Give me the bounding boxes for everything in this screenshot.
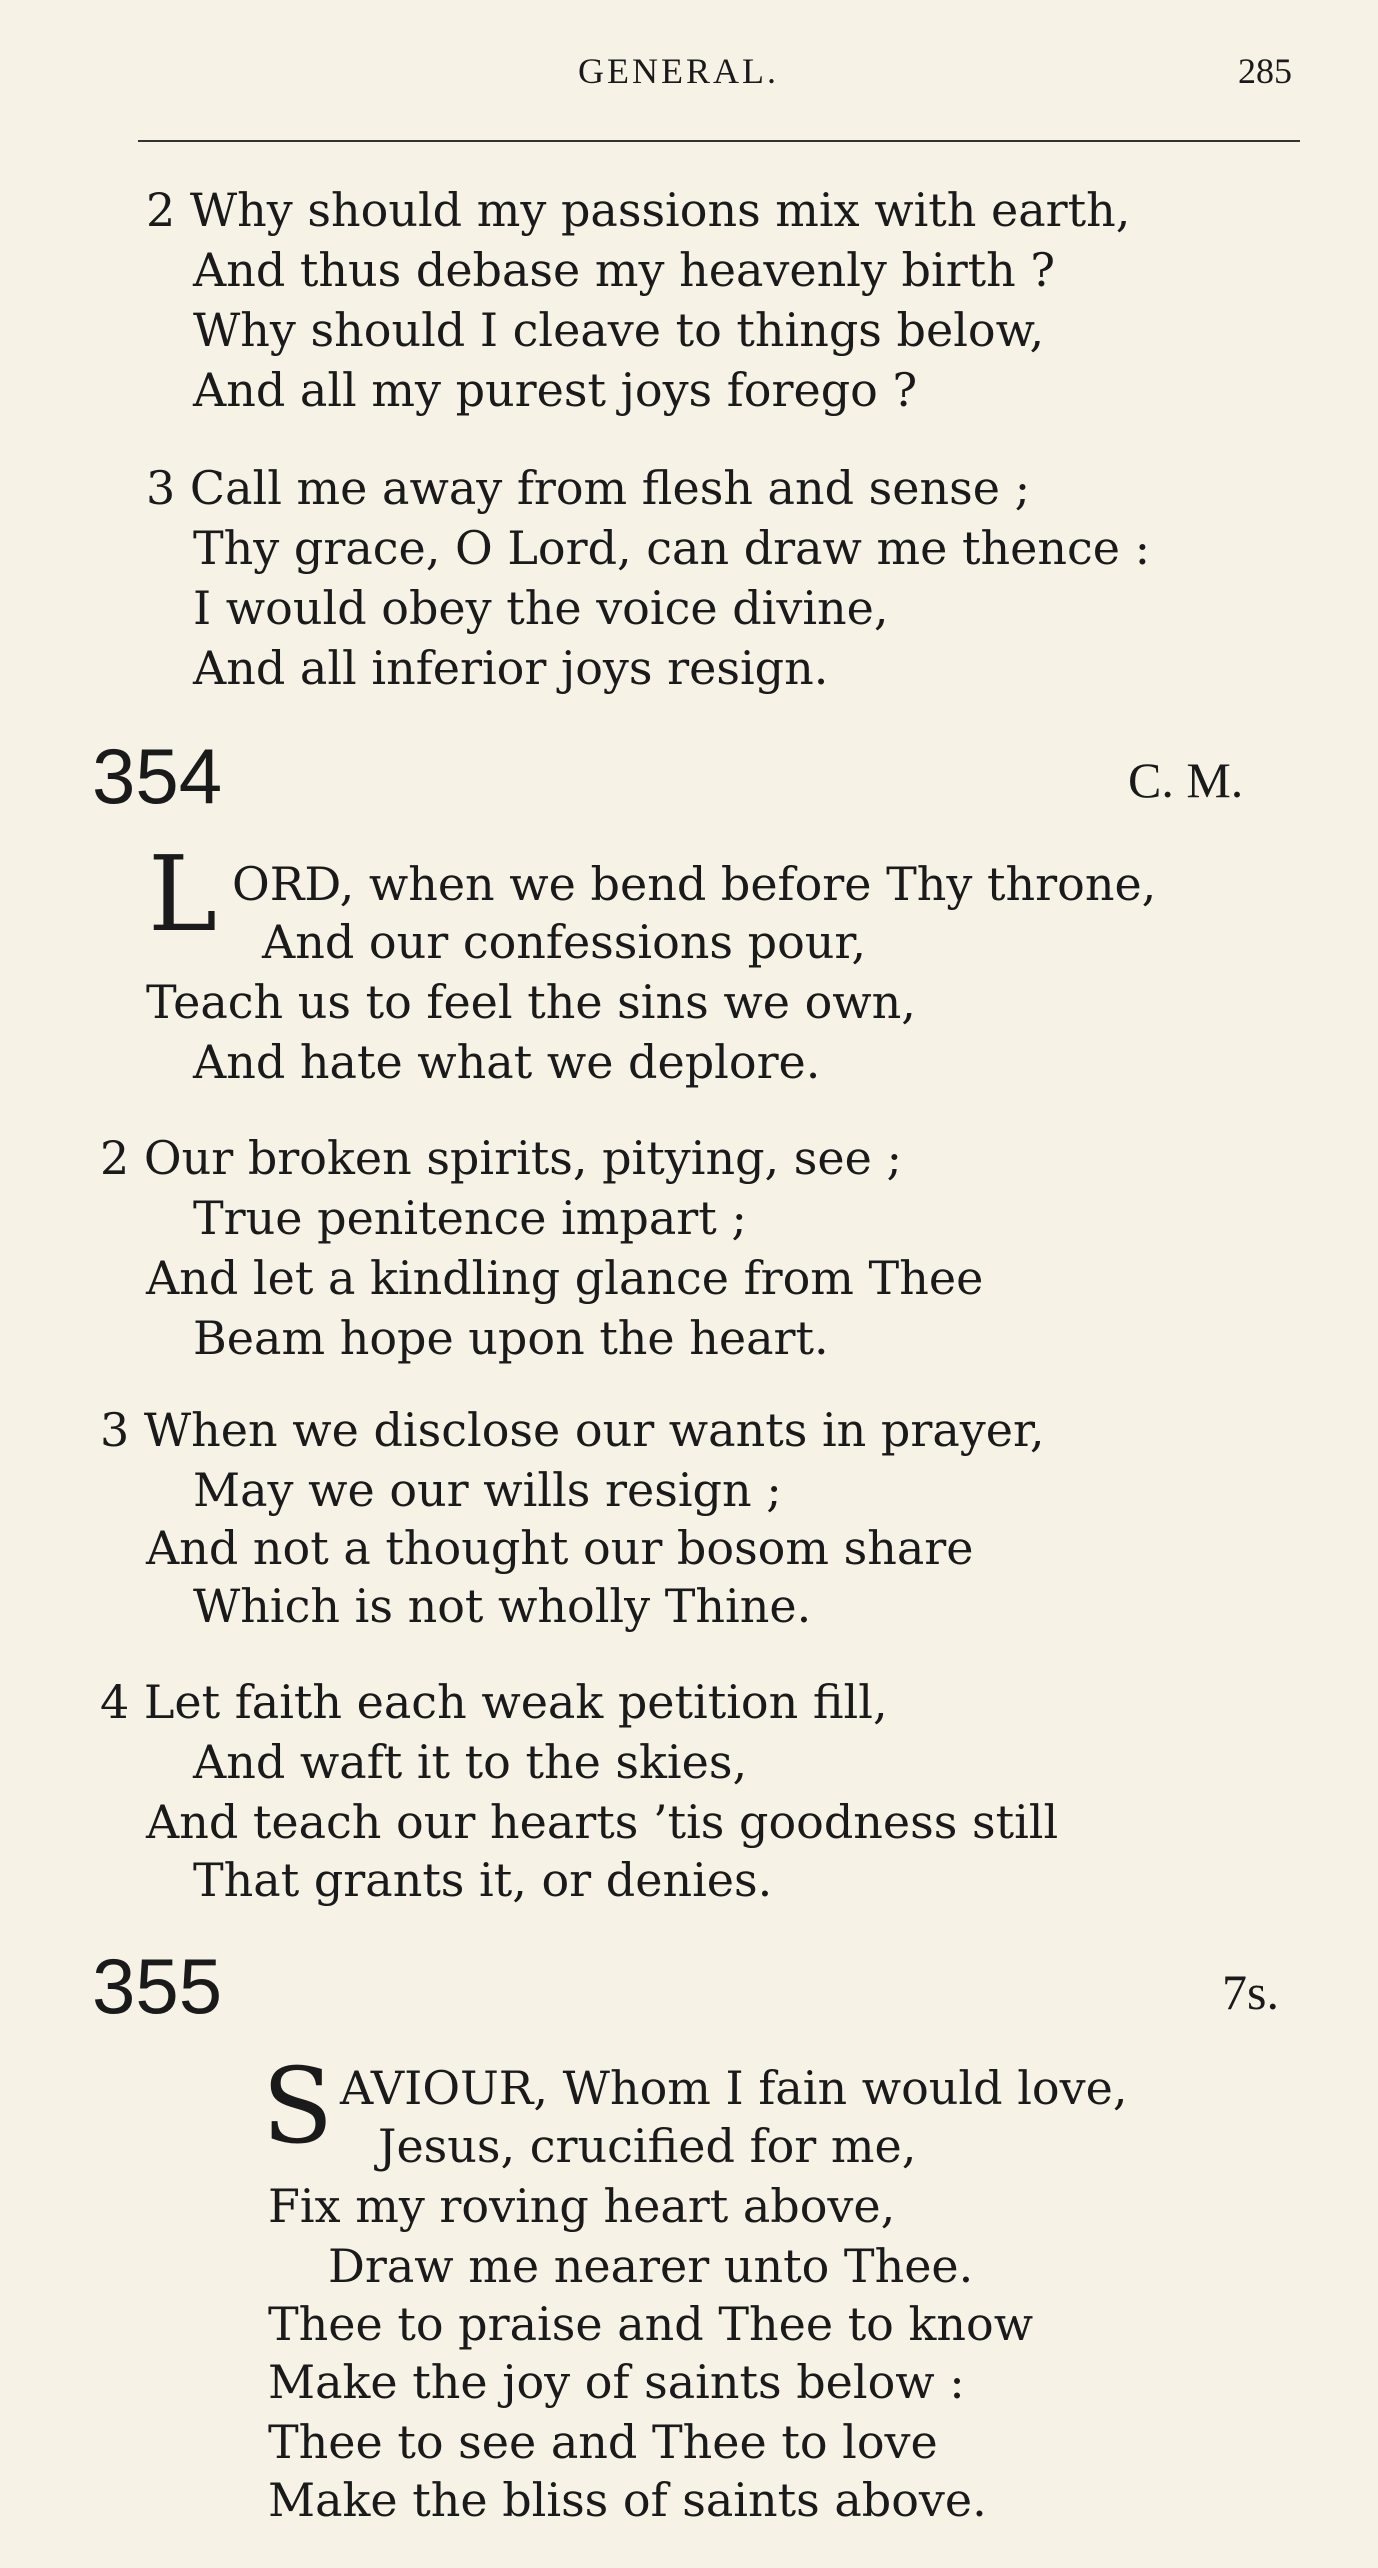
section-title: GENERAL. [578, 51, 779, 91]
verse-line: AVIOUR, Whom I fain would love, [340, 2061, 1128, 2115]
verse-line: Jesus, crucified for me, [378, 2119, 917, 2173]
verse-line: Thy grace, O Lord, can draw me thence : [193, 521, 1151, 575]
page-number: 285 [1238, 51, 1292, 91]
verse-line: And let a kindling glance from Thee [146, 1251, 984, 1305]
drop-cap: L [148, 833, 218, 955]
verse-line: Draw me nearer unto Thee. [328, 2239, 974, 2293]
drop-cap: S [262, 2045, 334, 2167]
verse-line: 4 Let faith each weak petition fill, [100, 1675, 888, 1729]
verse-line: Why should I cleave to things below, [193, 303, 1045, 357]
verse-line: I would obey the voice divine, [193, 581, 889, 635]
verse-line: 2 Our broken spirits, pitying, see ; [100, 1131, 902, 1185]
verse-line: ORD, when we bend before Thy throne, [232, 857, 1157, 911]
verse-line: And all inferior joys resign. [193, 641, 829, 695]
verse-line: And all my purest joys forego ? [193, 363, 918, 417]
verse-line: And hate what we deplore. [193, 1035, 821, 1089]
verse-line: Fix my roving heart above, [268, 2179, 896, 2233]
verse-line: May we our wills resign ; [193, 1463, 782, 1517]
verse-line: Thee to praise and Thee to know [268, 2297, 1034, 2351]
verse-line: And waft it to the skies, [193, 1735, 748, 1789]
header-rule [138, 140, 1300, 142]
verse-line: 2 Why should my passions mix with earth, [146, 183, 1131, 237]
verse-line: 3 When we disclose our wants in prayer, [100, 1403, 1045, 1457]
verse-line: True penitence impart ; [193, 1191, 747, 1245]
verse-line: Teach us to feel the sins we own, [146, 975, 916, 1029]
verse-line: That grants it, or denies. [193, 1853, 773, 1907]
verse-line: Make the joy of saints below : [268, 2355, 965, 2409]
verse-line: Make the bliss of saints above. [268, 2473, 987, 2527]
verse-line: And thus debase my heavenly birth ? [193, 243, 1056, 297]
verse-line: 3 Call me away from flesh and sense ; [146, 461, 1031, 515]
verse-line: Thee to see and Thee to love [268, 2415, 938, 2469]
verse-line: And not a thought our bosom share [146, 1521, 974, 1575]
verse-line: Beam hope upon the heart. [193, 1311, 829, 1365]
hymn-meter-354: C. M. [1128, 752, 1244, 808]
running-head [0, 50, 1378, 90]
verse-line: And teach our hearts ’tis goodness still [146, 1795, 1059, 1849]
verse-line: Which is not wholly Thine. [193, 1579, 812, 1633]
hymn-number-354: 354 [92, 732, 223, 820]
hymn-meter-355: 7s. [1222, 1964, 1279, 2020]
hymn-number-355: 355 [92, 1942, 223, 2030]
verse-line: And our confessions pour, [262, 915, 866, 969]
